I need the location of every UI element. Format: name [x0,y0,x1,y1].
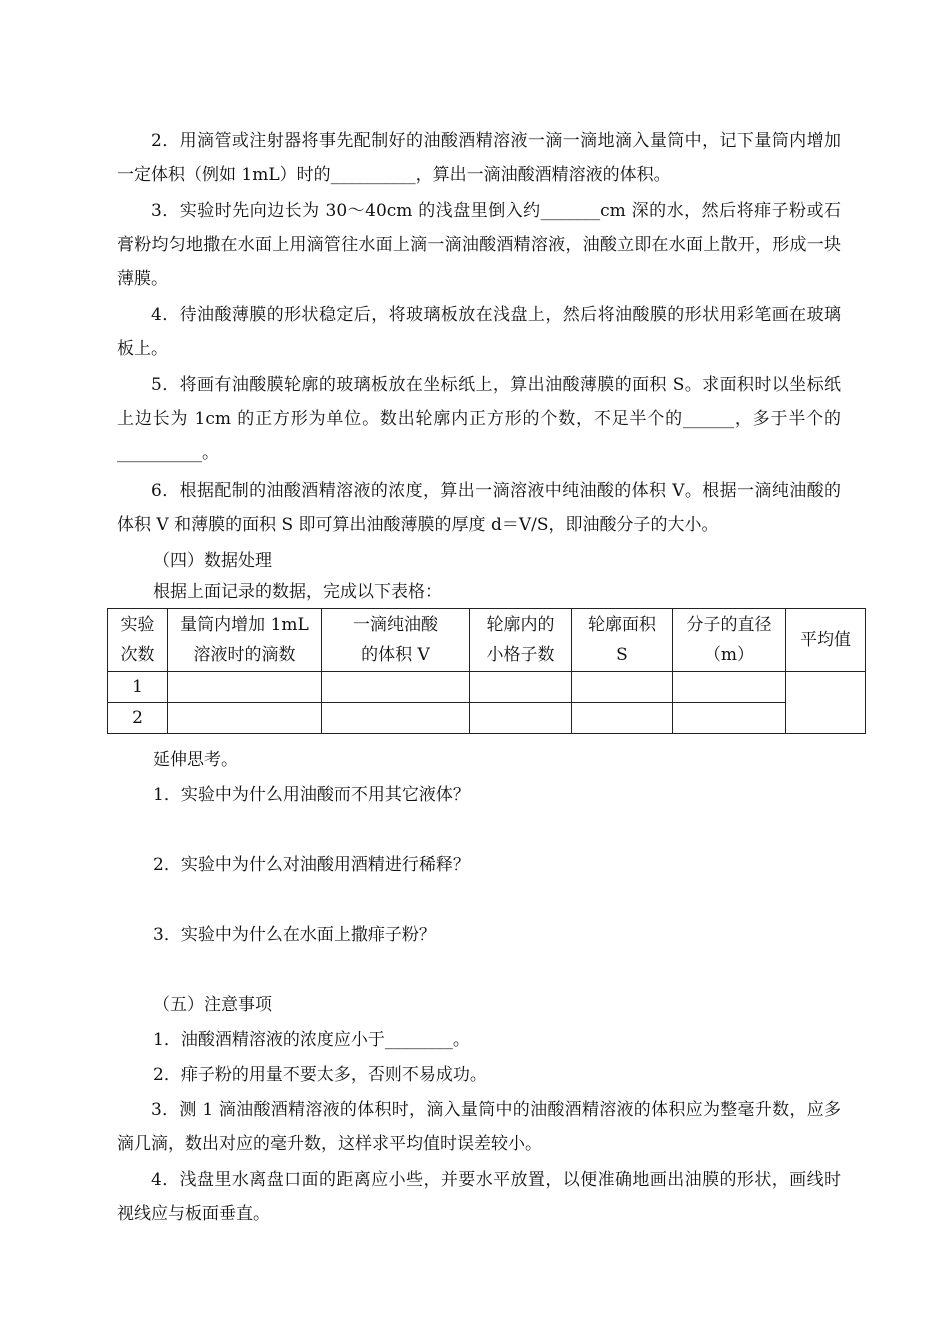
table-cell[interactable] [572,672,673,703]
header-average: 平均值 [786,609,866,672]
table-cell[interactable] [470,703,572,734]
section-4-intro: 根据上面记录的数据，完成以下表格： [153,582,442,602]
average-cell[interactable] [786,672,866,734]
header-area: 轮廓面积 S [572,609,673,672]
header-diameter: 分子的直径 （m） [673,609,786,672]
question-2: 2．实验中为什么对油酸用酒精进行稀释？ [153,855,470,875]
question-1: 1．实验中为什么用油酸而不用其它液体？ [153,785,470,805]
table-cell[interactable] [168,703,322,734]
header-square-count: 轮廓内的 小格子数 [470,609,572,672]
section-5-title: （五）注意事项 [153,995,272,1015]
step-4: 4．待油酸薄膜的形状稳定后，将玻璃板放在浅盘上，然后将油酸膜的形状用彩笔画在玻璃板上。 [117,305,841,359]
question-3: 3．实验中为什么在水面上撒痱子粉？ [153,925,436,945]
row-label: 2 [108,703,168,734]
step-6: 6．根据配制的油酸酒精溶液的浓度，算出一滴溶液中纯油酸的体积 V。根据一滴纯油酸的体积 V 和薄膜的面积 S 即可算出油酸薄膜的厚度 d＝V/S，即油酸分子的大小。 [117,481,841,535]
step-5: 5．将画有油酸膜轮廓的玻璃板放在坐标纸上，算出油酸薄膜的面积 S。求面积时以坐标纸上边长为 1cm 的正方形为单位。数出轮廓内正方形的个数，不足半个的______，多于半个的__________。 [117,375,841,463]
step-3: 3．实验时先向边长为 30～40cm 的浅盘里倒入约_______cm 深的水，然后将痱子粉或石膏粉均匀地撒在水面上用滴管往水面上滴一滴油酸酒精溶液，油酸立即在水面上散开，形成一块薄膜。 [117,201,841,289]
table-cell[interactable] [322,672,470,703]
table-row [108,703,866,734]
table-cell[interactable] [673,703,786,734]
step-2: 2．用滴管或注射器将事先配制好的油酸酒精溶液一滴一滴地滴入量筒中，记下量筒内增加一定体积（例如 1mL）时的__________，算出一滴油酸酒精溶液的体积。 [117,131,841,185]
data-table [107,608,866,734]
table-cell[interactable] [470,672,572,703]
extension-title: 延伸思考。 [153,750,238,770]
table-cell[interactable] [322,703,470,734]
table-cell[interactable] [572,703,673,734]
section-4-title: （四）数据处理 [153,551,272,571]
table-row [108,672,866,703]
table-cell[interactable] [673,672,786,703]
note-4: 4．浅盘里水离盘口面的距离应小些，并要水平放置，以便准确地画出油膜的形状，画线时视线应与板面垂直。 [117,1170,841,1224]
note-3: 3．测 1 滴油酸酒精溶液的体积时，滴入量筒中的油酸酒精溶液的体积应为整毫升数，应多滴几滴，数出对应的毫升数，这样求平均值时误差较小。 [117,1100,841,1154]
row-label: 1 [108,672,168,703]
header-drop-count: 量筒内增加 1mL 溶液时的滴数 [168,609,322,672]
note-2: 2．痱子粉的用量不要太多，否则不易成功。 [153,1065,487,1085]
header-trial: 实验 次数 [108,609,168,672]
header-drop-volume: 一滴纯油酸 的体积 V [322,609,470,672]
table-cell[interactable] [168,672,322,703]
note-1: 1．油酸酒精溶液的浓度应小于________。 [153,1030,470,1050]
table-header-row [108,609,866,672]
